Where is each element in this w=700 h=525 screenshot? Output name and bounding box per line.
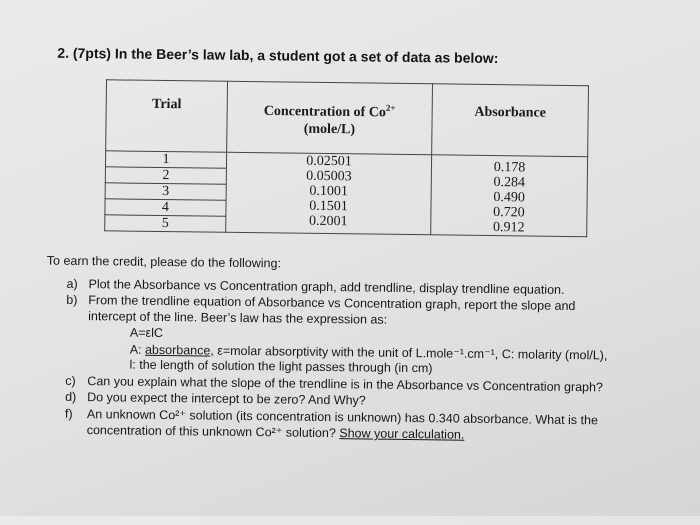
beers-law-formula: A=εlC — [129, 325, 164, 341]
instruction-b-text-1: From the trendline equation of Absorbance vs Concentration graph, report the slope and — [88, 293, 576, 314]
concentration-column — [226, 152, 432, 234]
definition-prefix: A: — [129, 342, 146, 357]
data-table — [104, 79, 589, 237]
instruction-f-text-2: concentration of this unknown Co²⁺ solution? — [86, 423, 340, 441]
trial-cell: 2 — [105, 167, 226, 184]
instruction-f-label: f) — [64, 406, 73, 421]
absorbance-cell: 0.284 — [493, 175, 526, 191]
absorbance-cell: 0.490 — [493, 190, 525, 206]
header-concentration-superscript: 2+ — [385, 102, 396, 113]
instruction-c-label: c) — [65, 373, 76, 388]
header-trial: Trial — [106, 80, 228, 152]
instruction-d-text: Do you expect the intercept to be zero? And Why? — [87, 390, 366, 408]
trial-cell: 1 — [105, 151, 226, 168]
absorbance-cell: 0.912 — [492, 220, 525, 236]
formula-definition-2: l: the length of solution the light passes through (in cm) — [129, 357, 433, 376]
instruction-d — [65, 390, 366, 408]
trial-cell: 3 — [105, 183, 226, 200]
instruction-a-label: a) — [66, 276, 78, 291]
concentration-cell: 0.1001 — [309, 183, 349, 200]
instructions-intro: To earn the credit, please do the following: — [46, 253, 282, 271]
header-concentration-text: Concentration of Co — [263, 103, 386, 121]
question-heading: 2. (7pts) In the Beer’s law lab, a student got a set of data as below: — [57, 44, 499, 67]
trial-cell: 4 — [105, 199, 226, 216]
instruction-b-line-2: intercept of the line. Beer’s law has the expression as: — [88, 309, 388, 327]
instruction-d-label: d) — [65, 389, 77, 404]
instruction-a-text: Plot the Absorbance vs Concentration graph, add trendline, display trendline equation. — [88, 277, 565, 297]
absorbance-column — [431, 155, 588, 237]
concentration-cell: 0.02501 — [306, 153, 352, 170]
trial-cell: 5 — [105, 215, 226, 232]
show-calculation-text: Show your calculation. — [339, 426, 465, 442]
header-concentration — [227, 81, 433, 154]
header-absorbance: Absorbance — [432, 84, 589, 157]
definition-rest: ε=molar absorptivity with the unit of L.mole⁻¹.cm⁻¹, C: molarity (mol/L), — [213, 343, 608, 363]
instruction-f-line-2 — [87, 422, 465, 442]
header-concentration-unit: (mole/L) — [303, 121, 356, 138]
instruction-b-label: b) — [66, 292, 78, 307]
instruction-f-text-1: An unknown Co²⁺ solution (its concentration is unknown) has 0.340 absorbance. What is the — [86, 407, 599, 428]
absorbance-term: absorbance, — [144, 342, 214, 358]
instruction-c-text: Can you explain what the slope of the trendline is in the Absorbance vs Concentration graph? — [87, 374, 604, 395]
absorbance-cell: 0.720 — [493, 205, 525, 221]
concentration-cell: 0.1501 — [309, 198, 348, 215]
absorbance-cell: 0.178 — [493, 160, 526, 176]
table-header-row — [106, 80, 589, 157]
concentration-cell: 0.05003 — [306, 168, 352, 185]
concentration-cell: 0.2001 — [308, 213, 348, 230]
